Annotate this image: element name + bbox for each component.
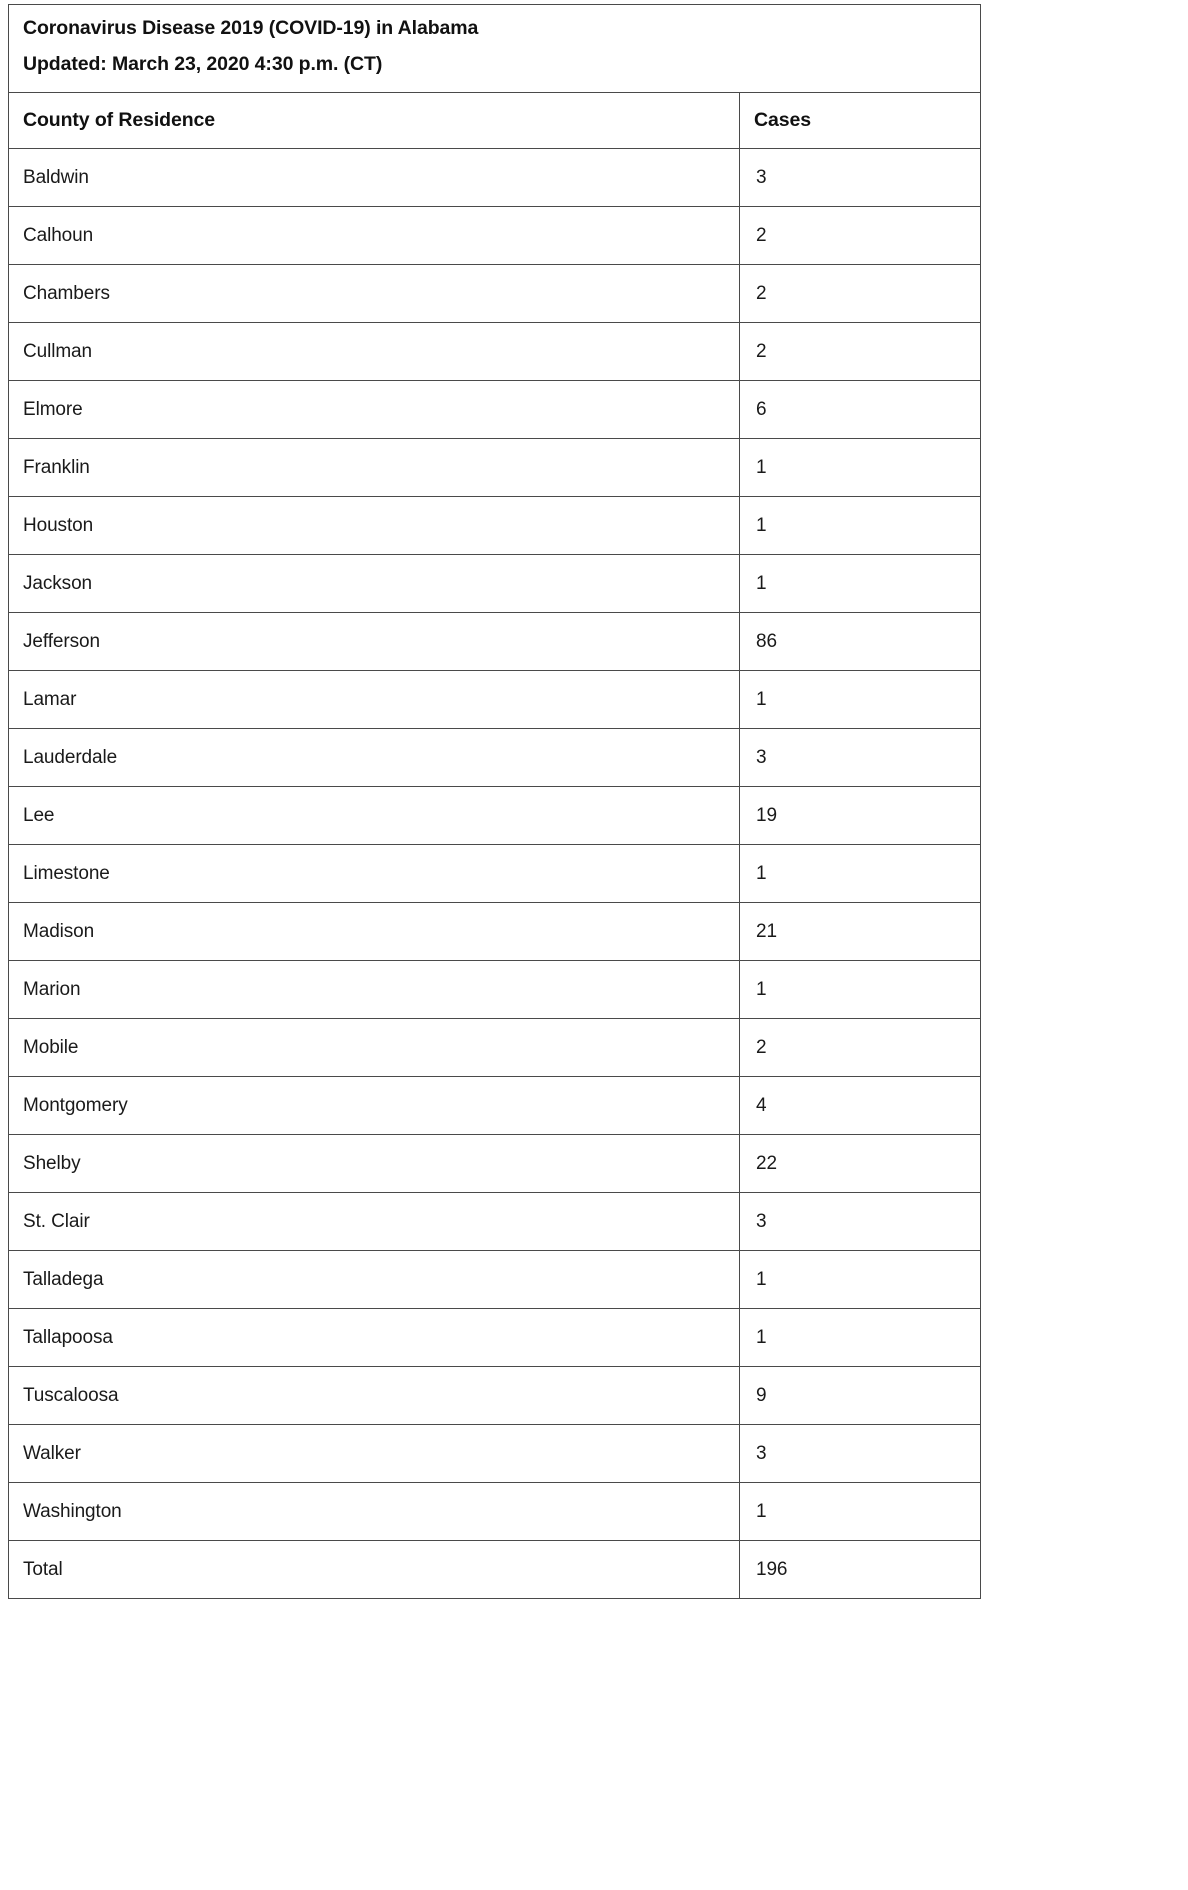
cases-cell: 3 xyxy=(740,149,981,207)
table-row xyxy=(9,845,981,903)
table-row xyxy=(9,671,981,729)
covid-table-container xyxy=(8,4,980,1599)
table-row xyxy=(9,555,981,613)
cases-cell: 2 xyxy=(740,207,981,265)
table-row xyxy=(9,1251,981,1309)
county-cell: Chambers xyxy=(9,265,740,323)
table-row xyxy=(9,961,981,1019)
county-cell: Total xyxy=(9,1541,740,1599)
cases-cell: 1 xyxy=(740,1483,981,1541)
cases-cell: 1 xyxy=(740,497,981,555)
county-cell: St. Clair xyxy=(9,1193,740,1251)
table-row xyxy=(9,323,981,381)
county-cell: Lee xyxy=(9,787,740,845)
cases-cell: 1 xyxy=(740,555,981,613)
cases-cell: 6 xyxy=(740,381,981,439)
county-cell: Walker xyxy=(9,1425,740,1483)
county-cell: Tallapoosa xyxy=(9,1309,740,1367)
cases-cell: 22 xyxy=(740,1135,981,1193)
county-cell: Lamar xyxy=(9,671,740,729)
cases-cell: 3 xyxy=(740,1193,981,1251)
cases-cell: 1 xyxy=(740,439,981,497)
county-cell: Madison xyxy=(9,903,740,961)
cases-cell: 2 xyxy=(740,265,981,323)
county-cell: Limestone xyxy=(9,845,740,903)
column-header-cases: Cases xyxy=(740,93,981,149)
table-row xyxy=(9,729,981,787)
cases-cell: 1 xyxy=(740,1309,981,1367)
county-cell: Shelby xyxy=(9,1135,740,1193)
page-title: Coronavirus Disease 2019 (COVID-19) in Alabama xyxy=(23,17,479,39)
county-cell: Jackson xyxy=(9,555,740,613)
county-cell: Tuscaloosa xyxy=(9,1367,740,1425)
county-cell: Elmore xyxy=(9,381,740,439)
county-cell: Franklin xyxy=(9,439,740,497)
table-row xyxy=(9,1019,981,1077)
county-cell: Marion xyxy=(9,961,740,1019)
table-row xyxy=(9,787,981,845)
updated-timestamp: Updated: March 23, 2020 4:30 p.m. (CT) xyxy=(23,52,383,75)
document-header-cell xyxy=(9,5,981,93)
cases-cell: 4 xyxy=(740,1077,981,1135)
table-body xyxy=(9,5,981,1599)
cases-cell: 1 xyxy=(740,845,981,903)
cases-cell: 9 xyxy=(740,1367,981,1425)
cases-cell: 2 xyxy=(740,1019,981,1077)
county-cell: Mobile xyxy=(9,1019,740,1077)
column-header-county: County of Residence xyxy=(9,93,740,149)
cases-cell: 196 xyxy=(740,1541,981,1599)
table-row xyxy=(9,265,981,323)
table-row-total xyxy=(9,1541,981,1599)
cases-cell: 3 xyxy=(740,1425,981,1483)
table-header-row xyxy=(9,93,981,149)
cases-cell: 19 xyxy=(740,787,981,845)
table-row xyxy=(9,1077,981,1135)
cases-cell: 1 xyxy=(740,671,981,729)
table-row xyxy=(9,149,981,207)
table-row xyxy=(9,1483,981,1541)
county-cell: Cullman xyxy=(9,323,740,381)
table-row xyxy=(9,1309,981,1367)
table-row xyxy=(9,497,981,555)
cases-cell: 1 xyxy=(740,1251,981,1309)
table-row xyxy=(9,903,981,961)
table-row xyxy=(9,381,981,439)
county-cell: Jefferson xyxy=(9,613,740,671)
table-row xyxy=(9,1135,981,1193)
county-cell: Washington xyxy=(9,1483,740,1541)
cases-cell: 1 xyxy=(740,961,981,1019)
county-cell: Houston xyxy=(9,497,740,555)
covid-cases-table xyxy=(8,4,981,1599)
table-row xyxy=(9,613,981,671)
table-row xyxy=(9,1193,981,1251)
title-row xyxy=(9,5,981,93)
county-cell: Baldwin xyxy=(9,149,740,207)
table-row xyxy=(9,439,981,497)
county-cell: Lauderdale xyxy=(9,729,740,787)
table-row xyxy=(9,1367,981,1425)
cases-cell: 86 xyxy=(740,613,981,671)
table-row xyxy=(9,207,981,265)
cases-cell: 3 xyxy=(740,729,981,787)
county-cell: Calhoun xyxy=(9,207,740,265)
county-cell: Montgomery xyxy=(9,1077,740,1135)
county-cell: Talladega xyxy=(9,1251,740,1309)
table-row xyxy=(9,1425,981,1483)
cases-cell: 21 xyxy=(740,903,981,961)
cases-cell: 2 xyxy=(740,323,981,381)
